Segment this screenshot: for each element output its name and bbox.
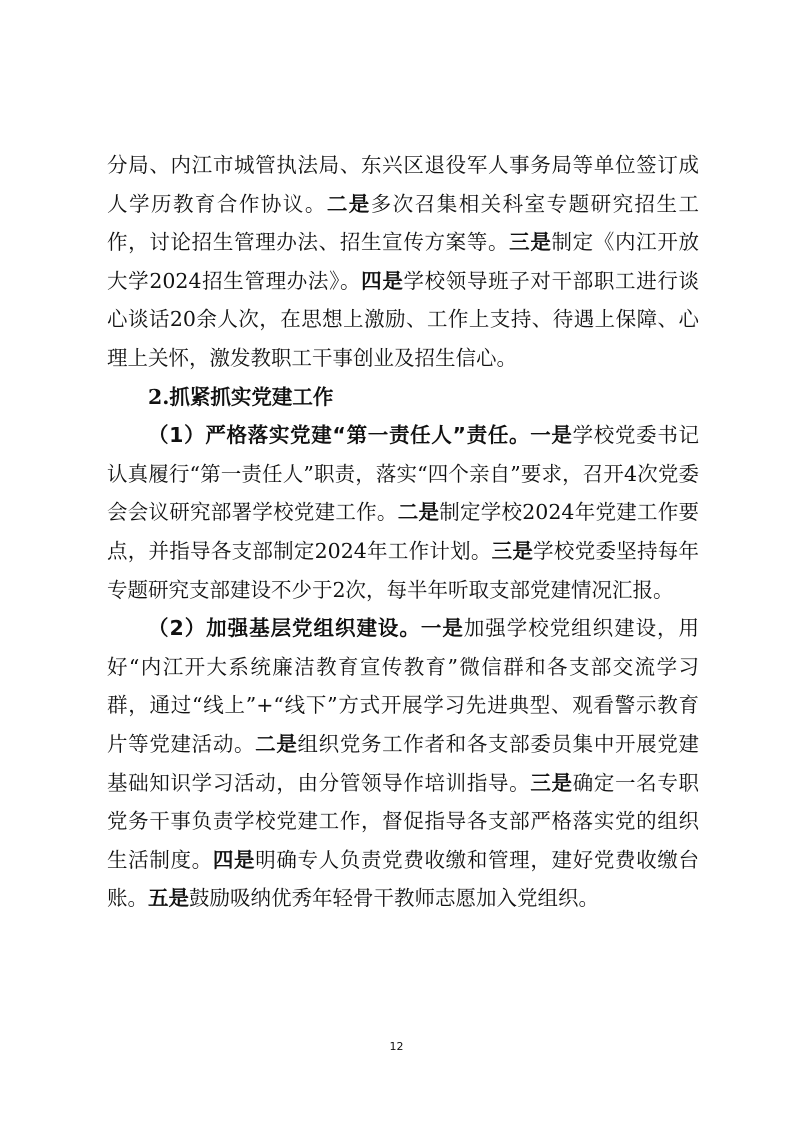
body-text: 组织党务工作者和各支部委员集中开展党建基础知识学习活动，由分管领导作培训指导。 [107, 731, 700, 795]
page-number: 12 [389, 1040, 404, 1053]
bold-keyword: （2）加强基层党组织建设。 [148, 616, 421, 641]
bold-keyword: 四是 [212, 847, 256, 872]
body-text: 学校党委书记认真履行“第一责任人”职责，落实“四个亲自”要求，召开4次党委会会议研究部署学校党建工作。 [107, 423, 699, 525]
paragraph-party-leadership [107, 416, 699, 609]
body-text: 鼓励吸纳优秀年轻骨干教师志愿加入党组织。 [189, 886, 599, 911]
bold-keyword: 二是 [326, 191, 371, 216]
bold-keyword: 四是 [361, 268, 404, 293]
bold-keyword: 二是 [255, 731, 298, 756]
bold-keyword: 二是 [397, 500, 440, 525]
bold-keyword: 一是 [530, 423, 573, 448]
bold-keyword: 三是 [491, 538, 534, 563]
page-content [107, 146, 699, 918]
section-heading: 2.抓紧抓实党建工作 [148, 384, 334, 409]
body-text: 制定《内江开放大学2024招生管理办法》。 [107, 230, 700, 293]
bold-keyword: 五是 [148, 886, 189, 911]
body-text: 制定学校2024年党建工作要点，并指导各支部制定2024年工作计划。 [107, 500, 700, 563]
bold-keyword: 三是 [509, 230, 552, 255]
body-text: 学校领导班子对干部职工进行谈心谈话20余人次，在思想上激励、工作上支持、待遇上保障、心理上关怀，激发教职工干事创业及招生信心。 [107, 268, 700, 370]
bold-keyword: 一是 [420, 616, 464, 641]
body-text: 加强学校党组织建设，用好“内江开大系统廉洁教育宣传教育”微信群和各支部交流学习群，通过“线上”+“线下”方式开展学习先进典型、观看警示教育片等党建活动。 [107, 616, 700, 756]
body-text: 分局、内江市城管执法局、东兴区退役军人事务局等单位签订成人学历教育合作协议。 [107, 153, 699, 216]
body-text: 多次召集相关科室专题研究招生工作，讨论招生管理办法、招生宣传方案等。 [107, 191, 700, 255]
body-text: 学校党委坚持每年专题研究支部建设不少于2次，每半年听取支部党建情况汇报。 [107, 538, 700, 602]
paragraph-grassroots-organization [107, 609, 699, 918]
bold-keyword: 三是 [530, 770, 573, 795]
body-text: 确定一名专职党务干事负责学校党建工作，督促指导各支部严格落实党的组织生活制度。 [107, 770, 700, 872]
body-text: 明确专人负责党费收缴和管理，建好党费收缴台账。 [107, 847, 700, 911]
paragraph-continuation [107, 146, 699, 378]
bold-keyword: （1）严格落实党建“第一责任人”责任。 [148, 423, 531, 448]
